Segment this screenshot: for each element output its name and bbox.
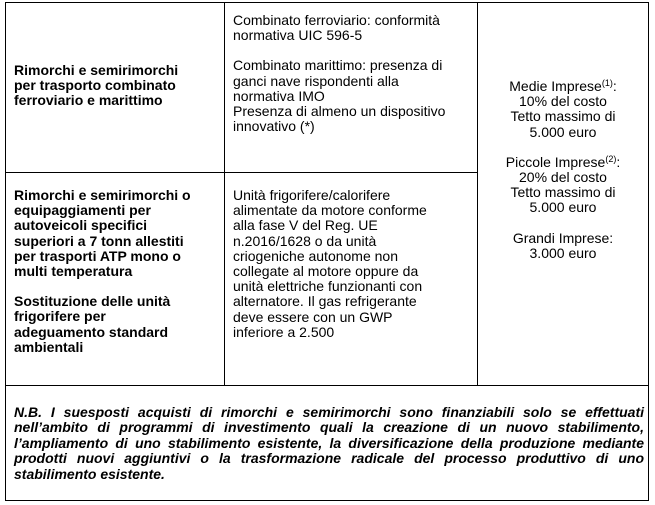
category-line: per trasporti ATP mono o	[14, 247, 181, 264]
requirement-line: innovativo (*)	[233, 118, 315, 135]
grandi-imprese-block	[478, 231, 648, 261]
contribution-line: 10% del costo	[519, 93, 607, 110]
category-line: Sostituzione delle unità	[14, 293, 171, 310]
contribution-line: Tetto massimo di	[510, 108, 616, 125]
table-border-top	[5, 2, 649, 3]
contribution-line: 5.000 euro	[529, 199, 597, 216]
requirement-line: Presenza di almeno un dispositivo	[233, 103, 446, 120]
requirement-line: n.2016/1628 o da unità	[233, 232, 377, 249]
category-line: per trasporto combinato	[14, 77, 176, 94]
contribution-line: Tetto massimo di	[510, 184, 616, 201]
category-line: ferroviario e marittimo	[14, 92, 163, 109]
requirements-cell-combined-transport	[233, 13, 473, 134]
category-line: Rimorchi e semirimorchi o	[14, 187, 191, 203]
table-border-right	[648, 2, 649, 501]
category-line: multi temperatura	[14, 263, 133, 280]
requirements-cell-refrigerated	[233, 188, 473, 340]
requirement-line: alternatore. Il gas refrigerante	[233, 293, 417, 310]
category-line: superiori a 7 tonn allestiti	[14, 232, 184, 249]
requirement-line: alla fase V del Reg. UE	[233, 217, 378, 234]
table-border-bottom	[5, 500, 649, 501]
row-divider-1	[5, 172, 478, 173]
category-cell-refrigerated	[14, 188, 219, 355]
column-divider-1	[224, 2, 225, 386]
requirement-line: Combinato marittimo: presenza di	[233, 57, 443, 74]
category-line: ambientali	[14, 338, 84, 355]
requirement-line: Combinato ferroviario: conformità	[233, 12, 440, 28]
requirement-line: ganci nave rispondenti alla	[233, 72, 399, 89]
category-line: adeguamento standard	[14, 323, 169, 340]
piccole-imprese-block	[478, 155, 648, 216]
table-border-left	[5, 2, 6, 501]
requirement-line: unità elettriche funzionanti con	[233, 278, 423, 295]
requirement-line: criogeniche autonome non	[233, 247, 399, 264]
requirement-line: normativa UIC 596-5	[233, 27, 363, 44]
requirement-line: inferiore a 2.500	[233, 323, 335, 340]
category-line: equipaggiamenti per	[14, 202, 151, 219]
piccole-imprese-label: Piccole Imprese$^{(2)}$:	[505, 153, 621, 170]
category-line: frigorifere per	[14, 308, 106, 325]
financing-note: N.B. I suesposti acquisti di rimorchi e semirimorchi sono finanziabili solo se effettuati nell’ambito di programmi di investimento quali la creazione di un nuovo stabilimento, l’ampliamento di uno stabilimento esistente, la diversificazione della produzione mediante prodotti nuovi aggiuntivi o la trasformazione radicale del processo produttivo di uno stabilimento esistente.	[14, 404, 644, 482]
contribution-line: 20% del costo	[519, 169, 607, 186]
medie-imprese-block	[478, 79, 648, 140]
category-line: autoveicoli specifici	[14, 217, 148, 234]
category-line: Rimorchi e semirimorchi	[14, 62, 179, 78]
footnote-ref: (1)	[601, 78, 613, 88]
requirement-line: normativa IMO	[233, 87, 325, 104]
medie-imprese-label: Medie Imprese$^{(1)}$:	[509, 78, 617, 94]
requirement-line: alimentate da motore conforme	[233, 202, 427, 219]
row-divider-2	[5, 385, 649, 386]
requirement-line: deve essere con un GWP	[233, 308, 393, 325]
grandi-imprese-label: Grandi Imprese:	[512, 229, 614, 246]
requirement-line: collegate al motore oppure da	[233, 263, 419, 280]
requirement-line: Unità frigorifere/calorifere	[233, 187, 391, 203]
contributions-cell	[478, 79, 648, 261]
footnote-ref: (2)	[605, 153, 617, 164]
contribution-line: 5.000 euro	[529, 123, 597, 140]
category-cell-combined-transport	[14, 63, 219, 109]
contribution-line: 3.000 euro	[529, 244, 597, 261]
